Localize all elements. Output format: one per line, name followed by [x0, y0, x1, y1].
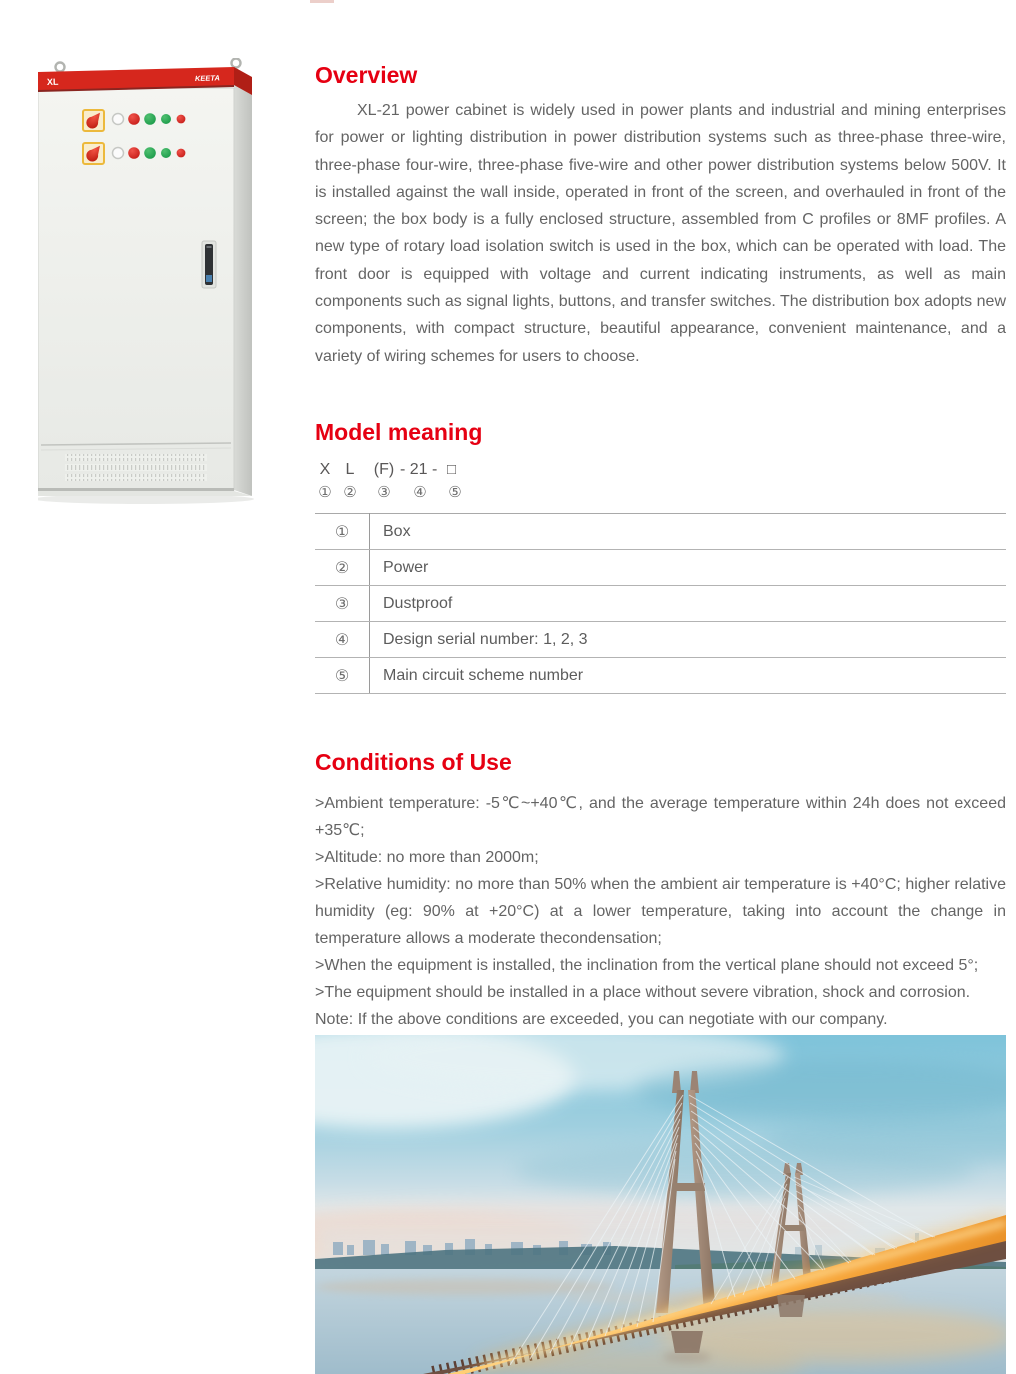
lifting-eye-icon: [56, 63, 65, 72]
rotary-switch-icon: [83, 109, 105, 131]
indicator-green-icon: [161, 148, 171, 158]
cabinet-side-panel: [234, 70, 252, 496]
table-row: [315, 658, 1006, 694]
row-marker: ①: [315, 514, 370, 550]
table-row: [315, 586, 1006, 622]
indicator-red-icon: [128, 113, 140, 125]
bridge-pier: [671, 1331, 703, 1353]
condition-line: >Ambient temperature: -5℃~+40℃, and the average temperature within 24h does not exceed +35℃;: [315, 795, 1006, 839]
condition-line: >The equipment should be installed in a place without severe vibration, shock and corrosion.: [315, 984, 971, 1001]
condition-note: Note: If the above conditions are exceeded, you can negotiate with our company.: [315, 1011, 888, 1028]
conditions-title: Conditions of Use: [315, 749, 512, 775]
code-part-scheme-box: □: [447, 461, 457, 478]
code-part-dustproof: (F): [373, 461, 395, 478]
door-handle: [202, 241, 216, 288]
row-desc: Power: [370, 550, 1007, 586]
indicator-red-icon: [177, 115, 186, 124]
row-marker: ②: [315, 550, 370, 586]
code-part-box: X: [319, 461, 331, 478]
indicator-white-icon: [113, 114, 124, 125]
cabinet-illustration: [38, 58, 260, 506]
condition-line: >When the equipment is installed, the inclination from the vertical plane should not exceed 5°;: [315, 957, 979, 974]
cabinet-base: [38, 491, 252, 496]
bridge-photo-art: [315, 1035, 1006, 1374]
marker-4: ④: [413, 484, 427, 501]
row-marker: ④: [315, 622, 370, 658]
lifting-eye-icon: [232, 59, 241, 68]
bridge-photo: [315, 1035, 1006, 1374]
bridge-pier: [777, 1295, 805, 1317]
condition-line: >Altitude: no more than 2000m;: [315, 849, 539, 866]
pier-reflection: [663, 1351, 711, 1363]
model-meaning-title: Model meaning: [315, 419, 483, 445]
code-part-power: L: [345, 461, 355, 478]
table-row: [315, 514, 1006, 550]
marker-5: ⑤: [448, 484, 462, 501]
marker-1: ①: [318, 484, 332, 501]
cabinet-bottom-edge: [38, 488, 234, 491]
row-marker: ③: [315, 586, 370, 622]
table-row: [315, 550, 1006, 586]
vent-grille: [65, 454, 207, 481]
row-desc: Design serial number: 1, 2, 3: [370, 622, 1007, 658]
table-row: [315, 622, 1006, 658]
marker-3: ③: [377, 484, 391, 501]
model-meaning-table: [315, 513, 1006, 694]
conditions-list: [315, 790, 1006, 1033]
indicator-red-icon: [177, 149, 186, 158]
marker-2: ②: [343, 484, 357, 501]
indicator-red-icon: [128, 147, 140, 159]
cabinet-brand-left-label: XL: [46, 76, 59, 87]
model-code-markers: [315, 483, 1006, 503]
row-desc: Box: [370, 514, 1007, 550]
overview-title: Overview: [315, 62, 418, 88]
code-part-serial: - 21 -: [400, 461, 438, 478]
condition-line: >Relative humidity: no more than 50% when the ambient air temperature is +40°C; higher relative humidity (eg: 90% at +20°C) at a lower temperature, taking into account the change in temperature allows a moderate thecondensation;: [315, 876, 1006, 947]
indicator-white-icon: [113, 148, 124, 159]
power-cabinet-photo: [38, 58, 260, 506]
indicator-green-icon: [161, 114, 171, 124]
row-marker: ⑤: [315, 658, 370, 694]
page-top-crop-artifact: [310, 0, 334, 3]
indicator-green-icon: [144, 113, 156, 125]
row-desc: Main circuit scheme number: [370, 658, 1007, 694]
indicator-green-icon: [144, 147, 156, 159]
model-code: [315, 461, 1006, 483]
overview-paragraph: XL-21 power cabinet is widely used in power plants and industrial and mining enterprises for power or lighting distribution in power distribution systems such as three-phase three-wire, three-phase four-wire, three-phase five-wire and other power distribution systems below 500V. It is installed against the wall inside, operated in front of the screen, and overhauled in front of the screen; the box body is a fully enclosed structure, assembled from C profiles or 8MF profiles. A new type of rotary load isolation switch is used in the box, which can be operated with load. The front door is equipped with voltage and current indicating instruments, as well as main components such as signal lights, buttons, and transfer switches. The distribution box adopts new components, with compact structure, beautiful appearance, convenient maintenance, and a variety of wiring schemes for users to choose.: [315, 102, 1006, 365]
rotary-switch-icon: [83, 142, 105, 164]
cabinet-brand-right-logo: KEETA: [194, 73, 220, 83]
row-desc: Dustproof: [370, 586, 1007, 622]
